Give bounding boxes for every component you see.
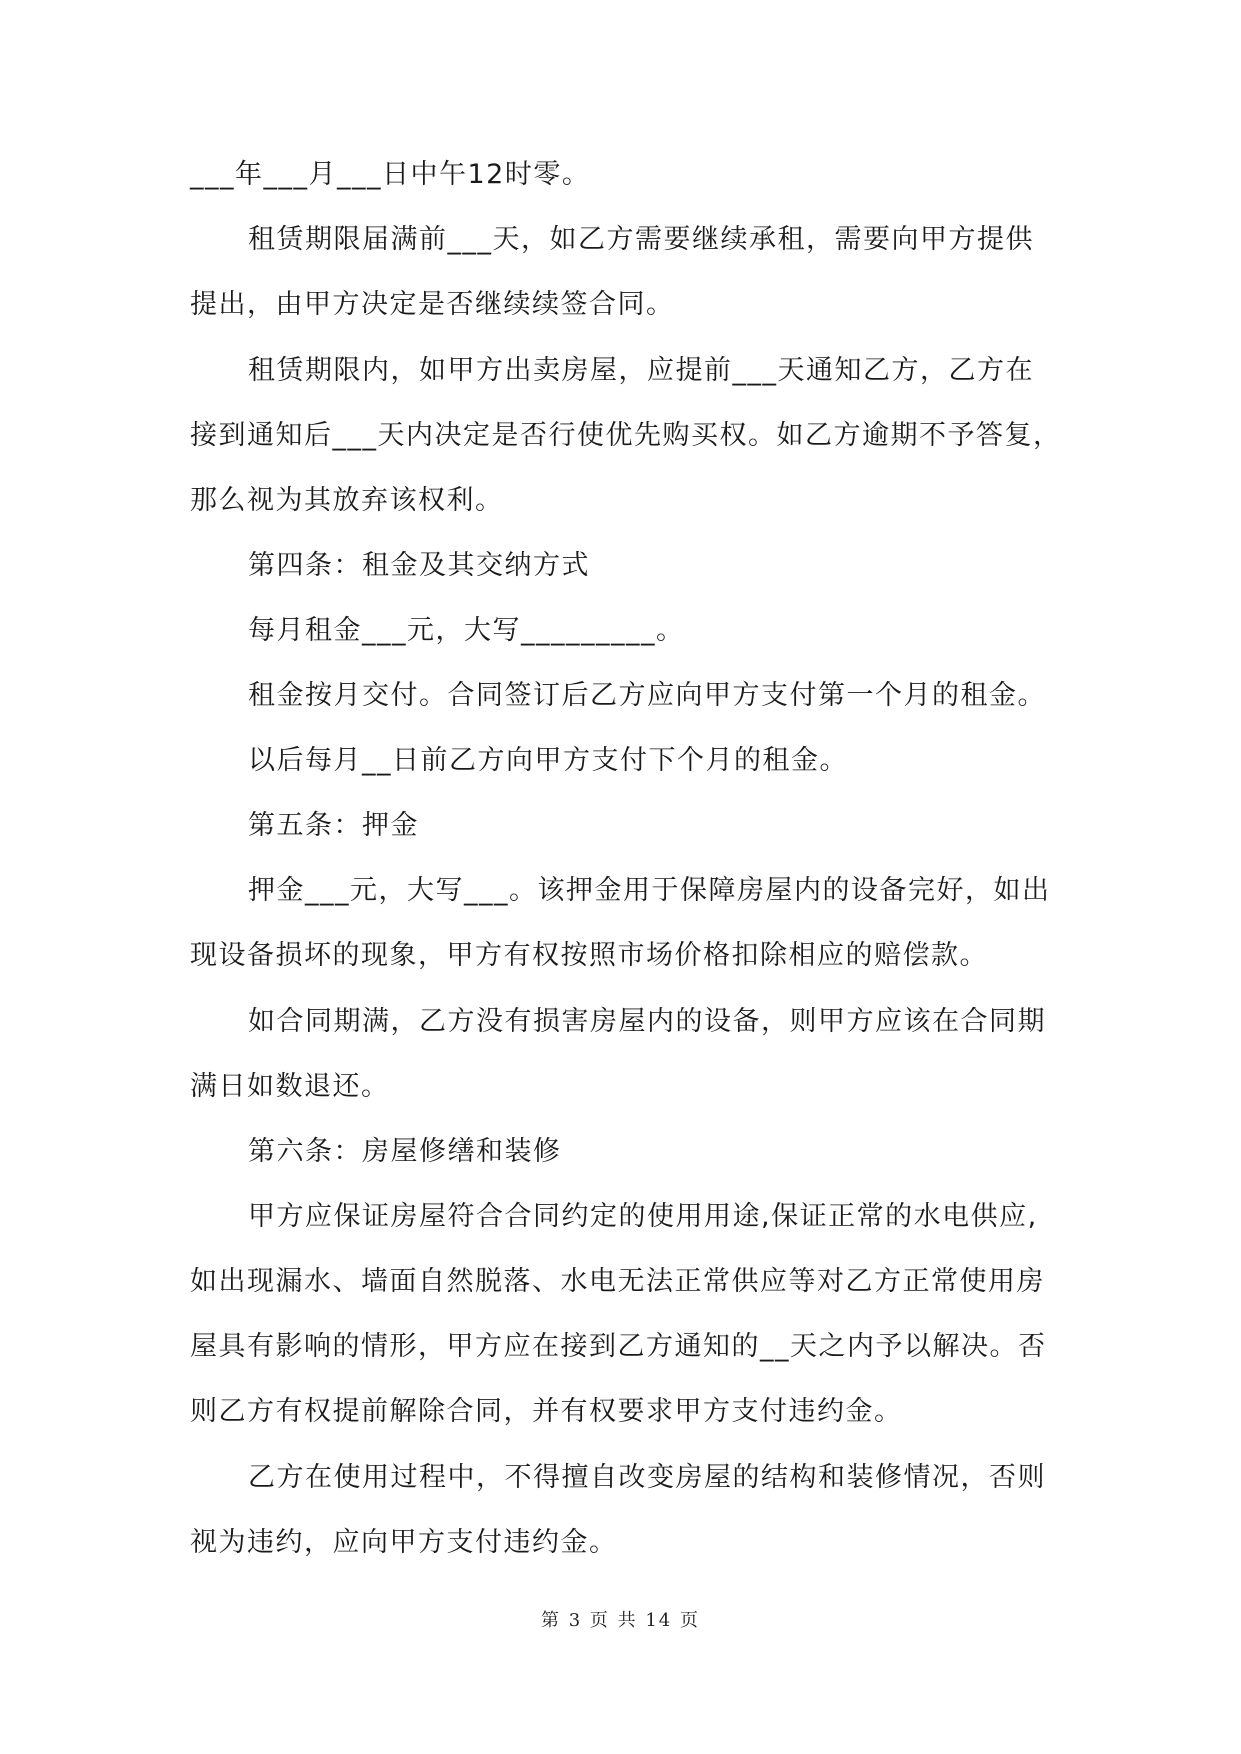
text-line: 如出现漏水、墙面自然脱落、水电无法正常供应等对乙方正常使用房 (190, 1266, 1045, 1297)
text-line: 现设备损坏的现象，甲方有权按照市场价格扣除相应的赔偿款。 (190, 940, 988, 971)
paragraph-line: 租赁期限内，如甲方出卖房屋，应提前___天通知乙方，乙方在 (248, 355, 1034, 386)
page-number-footer: 第 3 页 共 14 页 (541, 1610, 700, 1631)
paragraph-line: 押金___元，大写___。该押金用于保障房屋内的设备完好，如出 (248, 875, 1051, 906)
paragraph-line: 如合同期满，乙方没有损害房屋内的设备，则甲方应该在合同期 (248, 1006, 1046, 1037)
text-line: 屋具有影响的情形，甲方应在接到乙方通知的__天之内予以解决。否 (190, 1331, 1047, 1362)
paragraph-line: 乙方在使用过程中，不得擅自改变房屋的结构和装修情况，否则 (248, 1462, 1046, 1493)
text-line: 则乙方有权提前解除合同，并有权要求甲方支付违约金。 (190, 1396, 903, 1427)
paragraph-line: 以后每月__日前乙方向甲方支付下个月的租金。 (248, 745, 848, 776)
paragraph-line: 甲方应保证房屋符合合同约定的使用用途,保证正常的水电供应, (248, 1201, 1038, 1232)
text-line: 满日如数退还。 (190, 1071, 390, 1102)
text-line: 提出，由甲方决定是否继续续签合同。 (190, 289, 675, 320)
section-heading: 第五条：押金 (248, 810, 419, 841)
paragraph-line: 租金按月交付。合同签订后乙方应向甲方支付第一个月的租金。 (248, 680, 1046, 711)
text-line: 那么视为其放弃该权利。 (190, 485, 504, 516)
document-body (190, 155, 1060, 1563)
section-heading: 第六条：房屋修缮和装修 (248, 1136, 562, 1167)
paragraph-line: 每月租金___元，大写_________。 (248, 615, 685, 646)
paragraph-line: 租赁期限届满前___天，如乙方需要继续承租，需要向甲方提供 (248, 224, 1034, 255)
section-heading: 第四条：租金及其交纳方式 (248, 550, 590, 581)
text-line: ___年___月___日中午12时零。 (190, 159, 591, 190)
text-line: 视为违约，应向甲方支付违约金。 (190, 1527, 618, 1558)
text-line: 接到通知后___天内决定是否行使优先购买权。如乙方逾期不予答复， (190, 420, 1062, 451)
